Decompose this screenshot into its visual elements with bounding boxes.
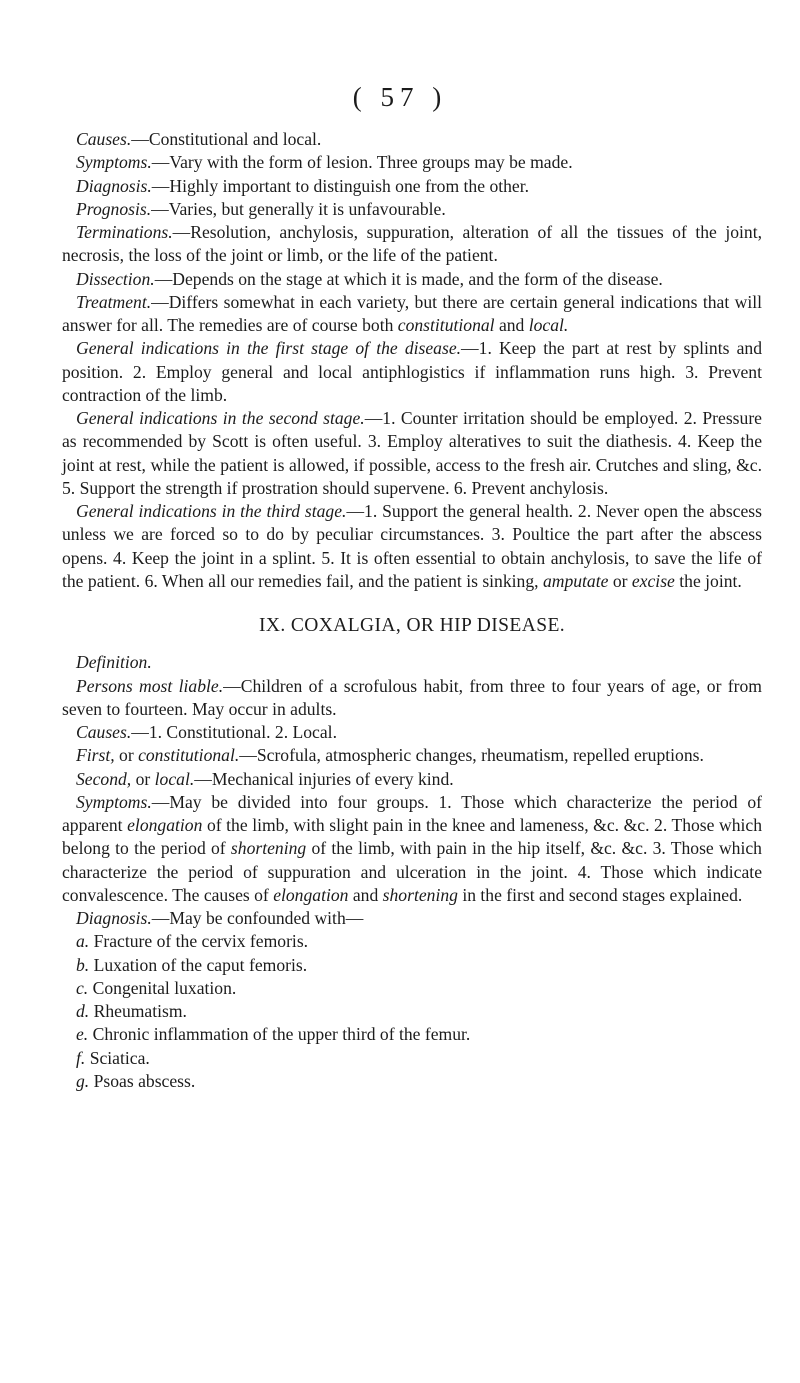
prognosis-label: Prognosis. — [76, 198, 152, 219]
terminations-paragraph — [62, 221, 762, 268]
second-stage-text: —1. Counter irritation should be employed. 2. Pressure as recommended by Scott is often useful. 3. Employ alteratives to suit the diathesis. 4. Keep the joint at rest, while the patient is allowed, if possible, access to the fresh air. Crutches and sling, &c. 5. Support the strength if prostration should supervene. 6. Prevent anchylosis. — [62, 408, 762, 498]
symptoms-em-shortening: shortening — [230, 838, 307, 859]
symptoms-em-elongation: elongation — [127, 815, 203, 835]
list-item-letter: f. — [76, 1047, 86, 1068]
symptoms-text-2: of the limb, with slight pain in the knee and lameness, &c. &c. 2. Those which belong to the period of — [62, 815, 762, 859]
symptoms-text-1: —May be divided into four groups. 1. Those which characterize the period of apparent — [62, 791, 762, 835]
list-item-text: Rheumatism. — [89, 1001, 187, 1021]
second-cause-paragraph — [62, 768, 762, 791]
treatment-em-local: local. — [528, 315, 569, 335]
prognosis-text: —Varies, but generally it is unfavourable. — [151, 198, 446, 219]
terminations-label: Terminations. — [76, 222, 173, 242]
treatment-paragraph — [62, 291, 762, 338]
treatment-label: Treatment. — [76, 291, 152, 312]
second-stage-label: General indications in the second stage. — [76, 408, 365, 428]
list-item-text: Congenital luxation. — [88, 977, 237, 998]
coxalgia-causes-text: —1. Constitutional. 2. Local. — [131, 722, 337, 742]
list-item-letter: b. — [76, 954, 90, 975]
third-stage-end: the joint. — [674, 570, 742, 591]
causes-text: —Constitutional and local. — [131, 129, 322, 149]
list-item-text: Sciatica. — [85, 1047, 150, 1068]
coxalgia-diagnosis-label: Diagnosis. — [76, 908, 152, 928]
diagnosis-paragraph — [62, 175, 762, 198]
coxalgia-causes-paragraph — [62, 721, 762, 744]
causes-paragraph — [62, 128, 762, 151]
treatment-and: and — [494, 315, 529, 335]
third-stage-paragraph — [62, 500, 762, 593]
page-number: ( 57 ) — [352, 82, 448, 112]
symptoms-text: —Vary with the form of lesion. Three groups may be made. — [151, 152, 573, 173]
coxalgia-symptoms-paragraph — [62, 791, 762, 907]
list-item — [62, 954, 762, 977]
first-stage-text: —1. Keep the part at rest by splints and position. 2. Employ general and local antiphlogistics if inflammation runs high. 3. Prevent contraction of the limb. — [62, 338, 762, 405]
first-cause-paragraph — [62, 744, 762, 767]
first-stage-label: General indications in the first stage of the disease. — [76, 338, 462, 359]
list-item-letter: d. — [76, 1001, 90, 1021]
list-item-letter: g. — [76, 1070, 90, 1091]
list-item-letter: a. — [76, 931, 90, 952]
dissection-label: Dissection. — [76, 268, 155, 289]
list-item-letter: e. — [76, 1024, 89, 1045]
symptoms-em-shortening-2: shortening — [382, 884, 458, 905]
dissection-paragraph — [62, 268, 762, 291]
first-cause-or: or — [114, 745, 139, 766]
definition-label: Definition. — [76, 652, 152, 673]
list-item — [62, 930, 762, 953]
section-heading-coxalgia: IX. COXALGIA, OR HIP DISEASE. — [258, 615, 566, 636]
coxalgia-diagnosis-text: —May be confounded with— — [151, 908, 364, 928]
second-stage-paragraph — [62, 407, 762, 500]
diagnosis-label: Diagnosis. — [76, 175, 152, 196]
diagnosis-text: —Highly important to distinguish one from the other. — [151, 175, 530, 196]
third-stage-em-excise: excise — [631, 570, 675, 591]
coxalgia-diagnosis-paragraph — [62, 907, 762, 930]
prognosis-paragraph — [62, 198, 762, 221]
third-stage-text: —1. Support the general health. 2. Never open the abscess unless we are forced so to do by peculiar circumstances. 3. Poultice the part after the abscess opens. 4. Keep the joint in a splint. 5. It is often essential to obtain anchylosis, to save the life of the patient. 6. When all our remedies fail, and the patient is sinking, — [62, 501, 762, 591]
symptoms-text-5: in the first and second stages explained. — [457, 884, 743, 905]
causes-label: Causes. — [76, 129, 132, 149]
first-cause-kind: constitutional. — [138, 745, 240, 766]
page-body — [62, 128, 762, 1093]
list-item — [62, 1047, 762, 1070]
persons-label: Persons most liable. — [76, 675, 224, 696]
treatment-text: —Differs somewhat in each variety, but there are certain general indications that will answer for all. The remedies are of course both — [62, 291, 762, 335]
first-stage-paragraph — [62, 337, 762, 407]
second-cause-text: —Mechanical injuries of every kind. — [194, 768, 454, 789]
symptoms-text-3: of the limb, with pain in the hip itself, &c. &c. 3. Those which characterize the period of suppuration and ulceration in the joint. 4. Those which indicate convalescence. The causes of — [62, 838, 762, 905]
list-item — [62, 1000, 762, 1023]
first-cause-label: First, — [76, 745, 115, 766]
symptoms-text-4: and — [348, 884, 383, 905]
third-stage-em-amputate: amputate — [542, 570, 609, 591]
first-cause-text: —Scrofula, atmospheric changes, rheumatism, repelled eruptions. — [239, 745, 704, 766]
dissection-text: —Depends on the stage at which it is made, and the form of the disease. — [154, 268, 663, 289]
list-item-text: Luxation of the caput femoris. — [89, 954, 308, 975]
second-cause-or: or — [131, 768, 155, 789]
list-item-text: Fracture of the cervix femoris. — [89, 931, 309, 952]
symptoms-paragraph — [62, 151, 762, 174]
coxalgia-causes-label: Causes. — [76, 722, 132, 742]
symptoms-em-elongation-2: elongation — [273, 884, 349, 905]
list-item-letter: c. — [76, 977, 89, 998]
coxalgia-symptoms-label: Symptoms. — [76, 791, 152, 812]
second-cause-label: Second, — [76, 768, 132, 789]
third-stage-or: or — [608, 570, 632, 591]
persons-paragraph — [62, 675, 762, 722]
definition-paragraph — [62, 651, 762, 674]
symptoms-label: Symptoms. — [76, 152, 152, 173]
treatment-em-constitutional: constitutional — [397, 315, 495, 335]
terminations-text: —Resolution, anchylosis, suppuration, alteration of all the tissues of the joint, necrosis, the loss of the joint or limb, or the life of the patient. — [62, 222, 762, 266]
list-item — [62, 1070, 762, 1093]
list-item-text: Psoas abscess. — [89, 1070, 196, 1091]
persons-text: —Children of a scrofulous habit, from three to four years of age, or from seven to fourteen. May occur in adults. — [62, 675, 762, 719]
list-item — [62, 1023, 762, 1046]
list-item-text: Chronic inflammation of the upper third of the femur. — [88, 1024, 471, 1045]
third-stage-label: General indications in the third stage. — [76, 501, 347, 521]
list-item — [62, 977, 762, 1000]
second-cause-kind: local. — [154, 768, 195, 789]
